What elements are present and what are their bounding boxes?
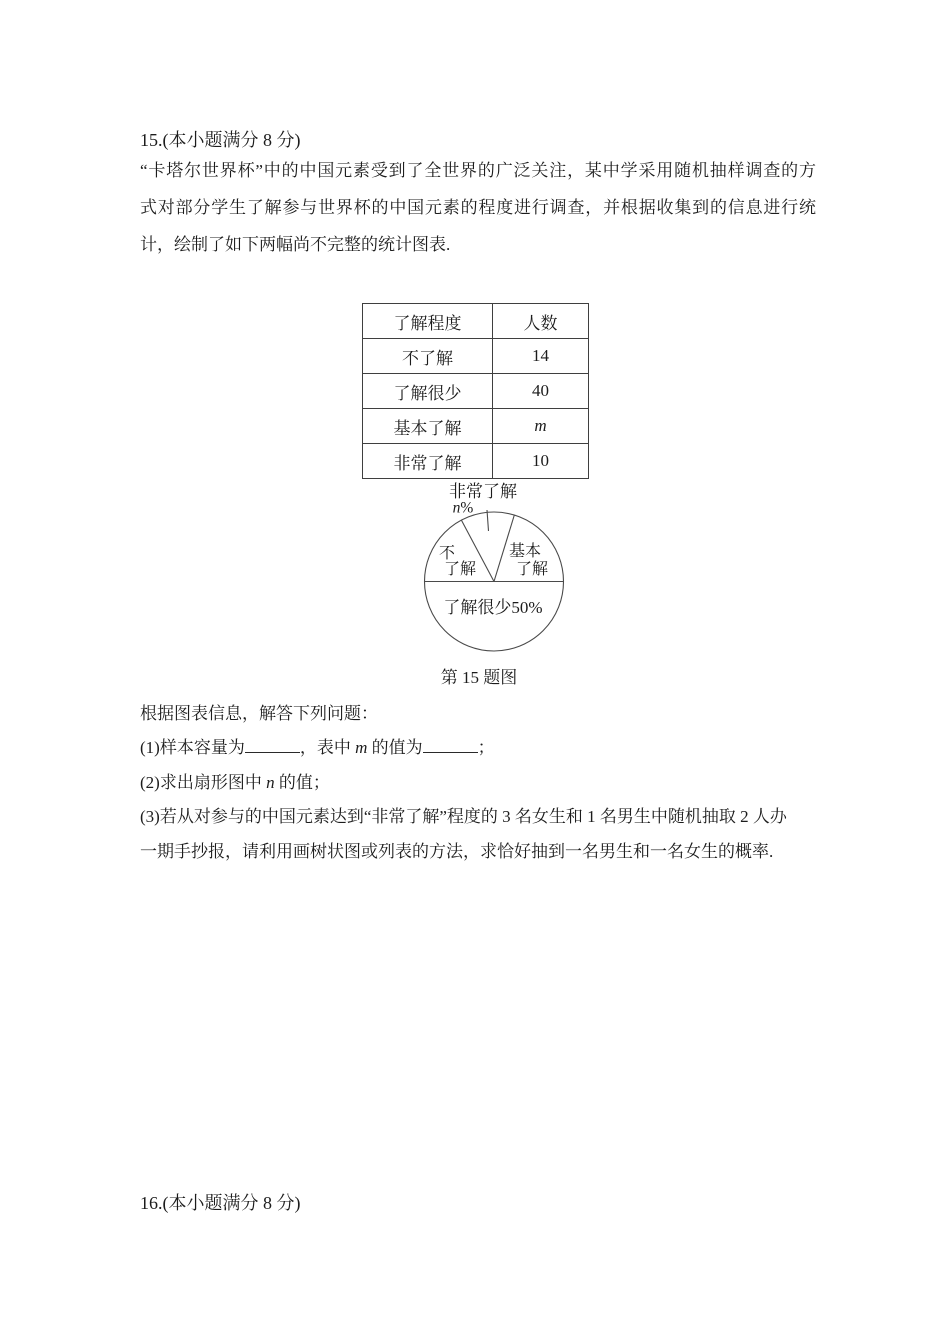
q1-blank-m-value	[423, 738, 478, 753]
pie-percent-sign: %	[460, 499, 474, 517]
pie-label-bu-line2: 了解	[443, 561, 477, 578]
q1-text-mid2: 的值为	[367, 738, 423, 757]
question-3-line2: 一期手抄报，请利用画树状图或列表的方法，求恰好抽到一名男生和一名女生的概率.	[140, 842, 774, 861]
q1-text-pre: (1)样本容量为	[140, 738, 245, 757]
q1-text-end: ；	[477, 738, 495, 757]
row3-level: 基本了解	[363, 409, 493, 444]
pie-leader-line	[487, 510, 489, 531]
q1-blank-sample-size	[245, 738, 300, 753]
pie-label-feichang: 非常了解	[449, 482, 517, 501]
intro-line-1: “卡塔尔世界杯”中的中国元素受到了全世界的广泛关注，某中学采用随机抽样调查的方	[140, 161, 816, 180]
row4-level: 非常了解	[363, 444, 493, 479]
q1-var-m: m	[355, 738, 368, 757]
pie-label-henshao-50: 了解很少50%	[443, 598, 543, 617]
row1-level: 不了解	[363, 339, 493, 374]
question-16-header: 16.(本小题满分 8 分)	[140, 1193, 301, 1213]
row2-count: 40	[493, 374, 589, 409]
q2-var-n: n	[266, 773, 275, 792]
table-row	[363, 444, 589, 479]
pie-chart	[400, 478, 600, 658]
table-header-level: 了解程度	[363, 304, 493, 339]
figure-caption: 第 15 题图	[440, 668, 518, 687]
intro-line-3: 计，绘制了如下两幅尚不完整的统计图表.	[140, 235, 451, 254]
q1-text-mid1: ，表中	[299, 738, 356, 757]
questions-intro: 根据图表信息，解答下列问题：	[140, 704, 378, 723]
question-15-header: 15.(本小题满分 8 分)	[140, 130, 301, 150]
row3-count-variable-m: m	[493, 409, 589, 444]
row4-count: 10	[493, 444, 589, 479]
table-row	[363, 374, 589, 409]
pie-label-jiben-line2: 了解	[515, 561, 549, 578]
question-15-intro	[140, 152, 816, 263]
pie-label-n-percent	[453, 500, 474, 517]
question-1	[140, 737, 495, 759]
q2-text-end: 的值；	[274, 773, 330, 792]
pie-label-bu-line1: 不	[438, 545, 456, 562]
intro-line-2: 式对部分学生了解参与世界杯的中国元素的程度进行调查，并根据收集到的信息进行统	[140, 198, 816, 217]
question-3-line1: (3)若从对参与的中国元素达到“非常了解”程度的 3 名女生和 1 名男生中随机抽取 2 人办	[140, 807, 787, 826]
survey-table	[362, 303, 589, 479]
table-header-row	[363, 304, 589, 339]
question-2	[140, 772, 330, 794]
q2-text-pre: (2)求出扇形图中	[140, 773, 267, 792]
pie-var-n: n	[452, 499, 461, 517]
row2-level: 了解很少	[363, 374, 493, 409]
table-header-count: 人数	[493, 304, 589, 339]
table-row	[363, 409, 589, 444]
pie-label-jiben-line1: 基本	[508, 543, 542, 560]
table-row	[363, 339, 589, 374]
row1-count: 14	[493, 339, 589, 374]
